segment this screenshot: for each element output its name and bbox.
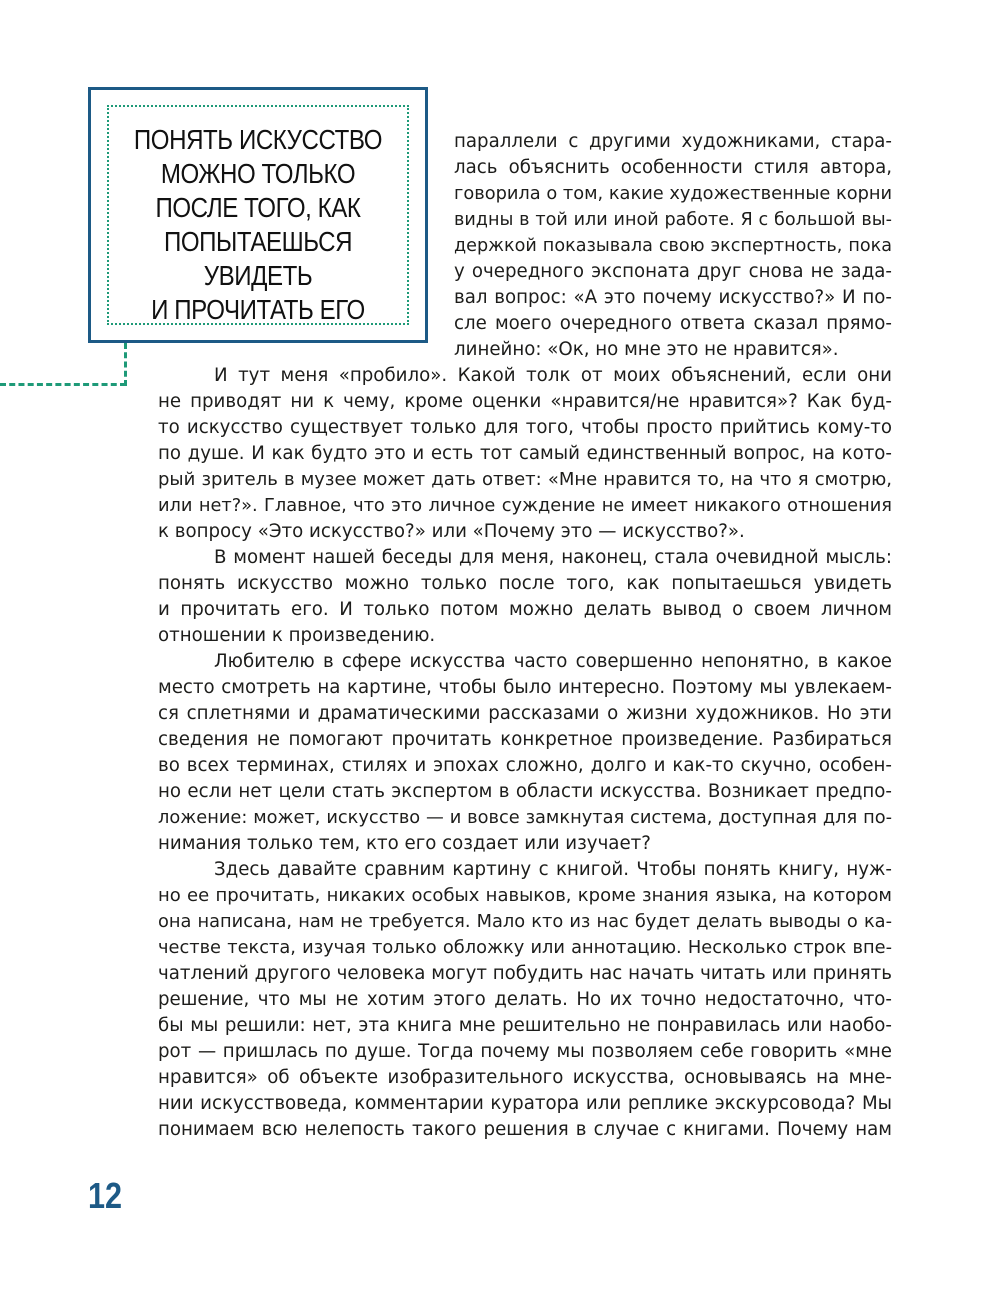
text-line: не приводят ни к чему, кроме оценки «нравится/не нравится»? Как буд- bbox=[158, 391, 892, 412]
pull-quote-line: ПОНЯТЬ ИСКУССТВО bbox=[133, 124, 383, 155]
pull-quote-inner-border bbox=[107, 105, 409, 325]
text-line: видны в той или иной работе. Я с большой вы- bbox=[454, 210, 892, 230]
text-line: честве текста, изучая только обложку или аннотацию. Несколько строк впе- bbox=[158, 937, 892, 958]
text-line: к вопросу «Это искусство?» или «Почему это — искусство?». bbox=[158, 521, 745, 542]
text-line: лась объяснить особенности стиля автора, bbox=[454, 157, 892, 178]
text-line: отношении к произведению. bbox=[158, 625, 436, 646]
text-line: она написана, нам не требуется. Мало кто из нас будет делать выводы о ка- bbox=[158, 911, 892, 932]
text-line: нравится» об объекте изобразительного искусства, основываясь на мне- bbox=[158, 1067, 892, 1088]
text-line: или нет?». Главное, что это личное суждение не имеет никакого отношения bbox=[158, 495, 892, 516]
text-line: держкой показывала свою экспертность, пока bbox=[454, 236, 892, 256]
text-line: место смотреть на картине, чтобы было интересно. Поэтому мы увлекаем- bbox=[158, 677, 892, 698]
text-line: но если нет цели стать экспертом в области искусства. Возникает предпо- bbox=[158, 781, 892, 802]
text-line: по душе. И как будто это и есть тот самый единственный вопрос, на кото- bbox=[158, 443, 892, 464]
text-line: рый зритель в музее может дать ответ: «Мне нравится то, на что я смотрю, bbox=[158, 469, 892, 490]
pull-quote-line: МОЖНО ТОЛЬКО bbox=[160, 158, 356, 189]
pull-quote-line: И ПРОЧИТАТЬ ЕГО bbox=[151, 294, 365, 325]
text-line: В момент нашей беседы для меня, наконец, стала очевидной мысль: bbox=[214, 547, 892, 568]
text-line: говорила о том, какие художественные корни bbox=[454, 183, 893, 204]
text-line: сле моего очередного ответа сказал прямо- bbox=[454, 313, 892, 334]
text-line: во всех терминах, стилях и эпохах сложно, долго и как-то скучно, особен- bbox=[158, 755, 892, 776]
pull-quote-line: УВИДЕТЬ bbox=[203, 260, 313, 291]
text-line: понять искусство можно только после того, как попытаешься увидеть bbox=[158, 573, 892, 594]
text-line: вал вопрос: «А это почему искусство?» И по- bbox=[454, 287, 892, 308]
text-line: бы мы решили: нет, эта книга мне решительно не понравилась или наобо- bbox=[158, 1015, 892, 1036]
text-line: ся сплетнями и драматическими рассказами о жизни художников. Но эти bbox=[158, 703, 892, 724]
text-line: чатлений другого человека могут побудить нас начать читать или принять bbox=[158, 963, 892, 984]
text-line: нимания только тем, кто его создает или изучает? bbox=[158, 833, 651, 854]
text-line: линейно: «Ок, но мне это не нравится». bbox=[454, 339, 839, 360]
text-line: И тут меня «пробило». Какой толк от моих объяснений, если они bbox=[214, 365, 892, 386]
text-line: понимаем всю нелепость такого решения в случае с книгами. Почему нам bbox=[158, 1119, 892, 1140]
dashed-connector-horizontal bbox=[0, 383, 126, 386]
text-line: Здесь давайте сравним картину с книгой. Чтобы понять книгу, нуж- bbox=[214, 859, 892, 880]
pull-quote-line: ПОСЛЕ ТОГО, КАК bbox=[155, 192, 361, 223]
text-line: и прочитать его. И только потом можно делать вывод о своем личном bbox=[158, 599, 892, 620]
text-line: сведения не помогают прочитать конкретное произведение. Разбираться bbox=[158, 729, 892, 750]
text-line: у очередного экспоната друг снова не зада- bbox=[454, 261, 892, 282]
pull-quote-text bbox=[130, 123, 386, 327]
text-line: Любителю в сфере искусства часто совершенно непонятно, в какое bbox=[214, 651, 892, 672]
text-line: нии искусствоведа, комментарии куратора или реплике экскурсовода? Мы bbox=[158, 1093, 892, 1114]
text-line: то искусство существует только для того, чтобы просто прийтись кому-то bbox=[158, 417, 892, 438]
text-line: параллели с другими художниками, стара- bbox=[454, 131, 892, 152]
pull-quote-frame bbox=[88, 87, 428, 343]
text-line: рот — пришлась по душе. Тогда почему мы позволяем себе говорить «мне bbox=[158, 1041, 892, 1062]
page-number: 12 bbox=[88, 1175, 123, 1216]
pull-quote-line: ПОПЫТАЕШЬСЯ bbox=[163, 226, 353, 257]
text-line: но ее прочитать, никаких особых навыков, кроме знания языка, на котором bbox=[158, 885, 892, 906]
text-line: решение, что мы не хотим этого делать. Но их точно недостаточно, что- bbox=[158, 989, 892, 1010]
dashed-connector-vertical bbox=[124, 343, 127, 386]
text-line: ложение: может, искусство — и вовсе замкнутая система, доступная для по- bbox=[158, 807, 892, 828]
